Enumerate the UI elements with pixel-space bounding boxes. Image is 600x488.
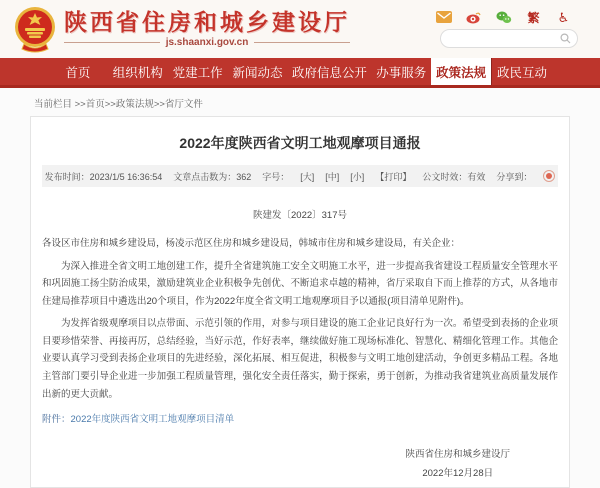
nav-item-news[interactable]: 新闻动态 xyxy=(232,65,283,80)
document-validity: 公文时效：有效 xyxy=(422,171,486,182)
share-weibo-icon[interactable] xyxy=(543,170,555,182)
nav-item-organization[interactable]: 组织机构 xyxy=(112,65,163,80)
article-title: 2022年度陕西省文明工地观摩项目通报 xyxy=(179,135,421,151)
click-count: 文章点击数为：362 xyxy=(173,171,252,182)
wechat-icon[interactable] xyxy=(495,10,512,24)
nav-item-home[interactable]: 首页 xyxy=(65,65,91,80)
header-icon-row xyxy=(435,10,578,24)
publish-time: 发布时间：2023/1/5 16:36:54 xyxy=(44,171,163,182)
mail-icon[interactable] xyxy=(435,10,452,24)
share-label: 分享到： xyxy=(496,171,533,182)
breadcrumb[interactable]: 当前栏目 >>首页>>政策法规>>省厅文件 xyxy=(34,99,203,110)
search-box xyxy=(440,29,578,48)
font-size-label: 字号： xyxy=(262,171,290,182)
search-input[interactable] xyxy=(451,34,560,44)
site-url-text: js.shaanxi.gov.cn xyxy=(165,37,249,49)
salutation-paragraph: 各设区市住房和城乡建设局，杨凌示范区住房和城乡建设局，韩城市住房和城乡建设局，有关企业： xyxy=(42,238,461,249)
body-paragraph-2: 为发挥省级观摩项目以点带面、示范引领的作用，对参与项目建设的施工企业记良好行为一次。希望受到表扬的企业项目要珍惜荣誉、再接再厉，总结经验，当好示范，作好表率，继续做好施工现场标准化、智慧化、精细化管理工作。其他企业要认真学习受到表扬企业项目的先进经验，深化拓展、相互促进，积极参与文明工地创建活动，争创更多精品工程。各地主管部门要引导企业进一步加强工程质量管理，强化安全责任落实，勤于探索，勇于创新，为推动我省建筑业高质量发展作出新的更大贡献。 xyxy=(42,318,558,400)
signature-date: 2022年12月28日 xyxy=(422,468,494,480)
nav-item-policies-active[interactable]: 政策法规 xyxy=(431,58,491,85)
search-icon[interactable] xyxy=(560,33,571,44)
site-logo-block xyxy=(14,6,350,52)
header-right xyxy=(435,10,578,48)
signature-org: 陕西省住房和城乡建设厅 xyxy=(405,449,510,461)
weibo-icon[interactable] xyxy=(465,10,482,24)
accessibility-icon[interactable]: ♿ xyxy=(557,9,570,25)
main-nav xyxy=(0,58,600,88)
attachment-link[interactable]: 2022年度陕西省文明工地观摩项目清单 xyxy=(70,414,235,426)
signature-block xyxy=(42,445,558,483)
article-body xyxy=(42,235,558,403)
attachment-label: 附件： xyxy=(42,414,71,426)
article-meta-bar xyxy=(42,165,558,187)
font-size-medium-button[interactable]: [中] xyxy=(325,171,340,182)
document-number: 陕建发〔2022〕317号 xyxy=(253,210,347,221)
article-container xyxy=(30,116,570,488)
print-button[interactable]: 【打印】 xyxy=(375,171,412,182)
nav-item-interaction[interactable]: 政民互动 xyxy=(491,58,552,85)
nav-item-party-building[interactable]: 党建工作 xyxy=(172,65,223,80)
body-paragraph-1: 为深入推进全省文明工地创建工作，提升全省建筑施工安全文明施工水平，进一步提高我省建设工程质量安全管理水平和巩固施工扬尘防治成果，激励建筑业企业积极争先创优、不断追求卓越的精神，省厅采取自下而上推荐的方式，从各地市住建局推荐项目中遴选出20个项目，作为2022年度全省文明工地观摩项目予以通报(项目清单见附件)。 xyxy=(42,260,558,307)
site-header xyxy=(0,0,600,58)
site-title: 陕西省住房和城乡建设厅 xyxy=(64,8,350,35)
national-emblem-logo xyxy=(14,6,56,52)
font-size-large-button[interactable]: [大] xyxy=(300,171,315,182)
attachment-row xyxy=(42,411,558,425)
font-size-small-button[interactable]: [小] xyxy=(350,171,365,182)
nav-item-gov-info[interactable]: 政府信息公开 xyxy=(291,65,367,80)
nav-item-services[interactable]: 办事服务 xyxy=(376,65,427,80)
traditional-chinese-toggle[interactable]: 繁 xyxy=(527,10,540,25)
site-url xyxy=(64,37,350,48)
